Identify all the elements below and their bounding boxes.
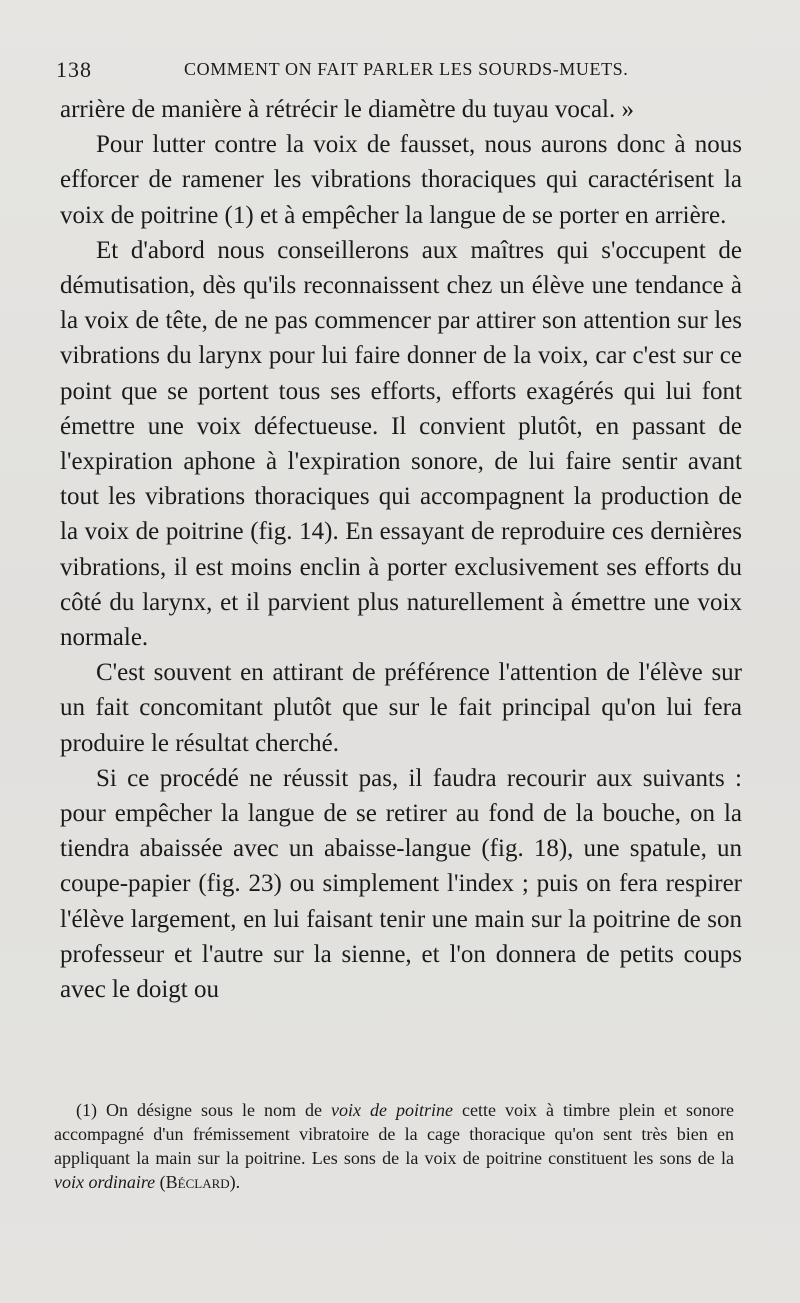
footnote-term: voix ordinaire: [54, 1172, 156, 1192]
footnote-marker: (1): [76, 1100, 97, 1120]
page-number: 138: [56, 57, 92, 82]
main-text: [60, 92, 742, 1007]
paragraph: Pour lutter contre la voix de fausset, nous aurons donc à nous efforcer de ramener les vibrations thoraciques qui caractérisent la voix de poitrine (1) et à empêcher la langue de se porter en arrière.: [60, 131, 742, 229]
running-title: COMMENT ON FAIT PARLER LES SOURDS-MUETS.: [184, 59, 629, 79]
footnote-source-open: (: [159, 1172, 166, 1192]
page-header: [56, 57, 746, 85]
paragraph-continuation: arrière de manière à rétrécir le diamètre du tuyau vocal. »: [60, 96, 634, 123]
footnote-text: cette voix à timbre plein et sonore accompagné d'un frémissement vibratoire de la cage thoracique qu'on sent très bien en appliquant la main sur la poitrine. Les sons de la voix de poitrine constituent les sons de la: [54, 1100, 735, 1168]
paragraph: Et d'abord nous conseillerons aux maîtres qui s'occupent de démutisation, dès qu'ils reconnaissent chez un élève une tendance à la voix de tête, de ne pas commencer par attirer son attention sur les vibrations du larynx pour lui faire donner de la voix, car c'est sur ce point que se portent tous ses efforts, efforts exagérés qui lui font émettre une voix défectueuse. Il convient plutôt, en passant de l'expiration aphone à l'expiration sonore, de lui faire sentir avant tout les vibrations thoraciques qui accompagnent la production de la voix de poitrine (fig. 14). En essayant de reproduire ces dernières vibrations, il est moins enclin à porter exclusivement ses efforts du côté du larynx, et il parvient plus naturellement à émettre une voix normale.: [60, 236, 742, 652]
paragraph: Si ce procédé ne réussit pas, il faudra recourir aux suivants : pour empêcher la langue de se retirer au fond de la bouche, on la tiendra abaissée avec un abaisse-langue (fig. 18), une spatule, un coupe-papier (fig. 23) ou simplement l'index ; puis on fera respirer l'élève largement, en lui faisant tenir une main sur la poitrine de son professeur et l'autre sur la sienne, et l'on donnera de petits coups avec le doigt ou: [60, 764, 742, 1004]
paragraph: C'est souvent en attirant de préférence l'attention de l'élève sur un fait concomitant plutôt que sur le fait principal qu'on lui fera produire le résultat cherché.: [60, 659, 742, 757]
footnote-source-close: ).: [229, 1172, 241, 1192]
footnote-text: On désigne sous le nom de: [106, 1100, 323, 1120]
footnote-source: Béclard: [165, 1172, 230, 1192]
footnote: [54, 1098, 734, 1194]
footnotes: [54, 1098, 734, 1194]
footnote-term: voix de poitrine: [331, 1100, 454, 1120]
